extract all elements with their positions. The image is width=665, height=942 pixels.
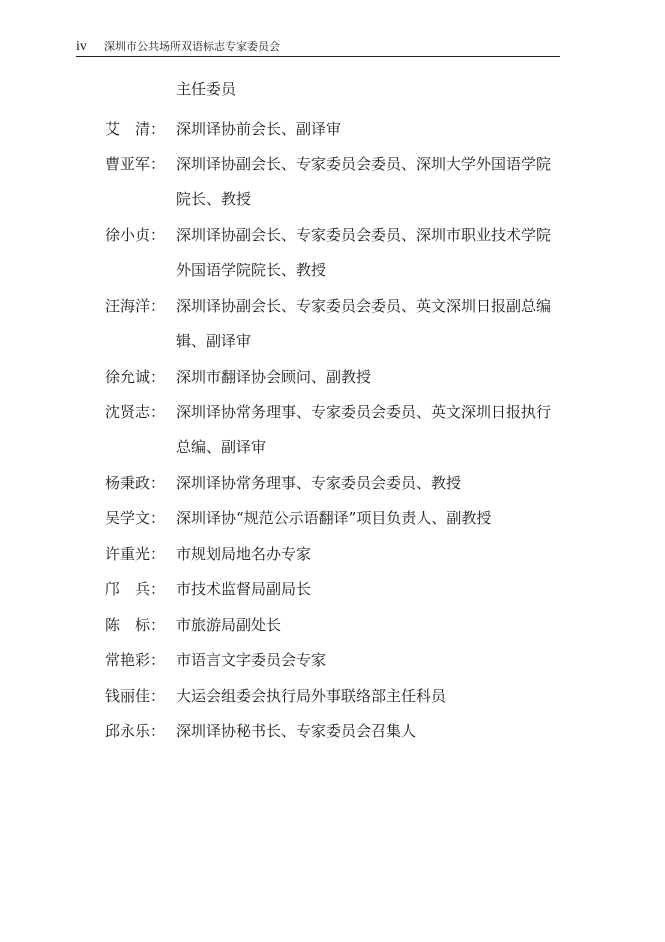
member-description: 深圳译协秘书长、专家委员会召集人: [176, 721, 417, 740]
member-description: 深圳译协副会长、专家委员会委员、深圳市职业技术学院外国语学院院长、教授: [176, 225, 552, 279]
member-description: 深圳译协前会长、副译审: [176, 119, 342, 138]
running-title: 深圳市公共场所双语标志专家委员会: [104, 40, 280, 53]
member-description: 市旅游局副处长: [176, 615, 282, 634]
member-description: 市技术监督局副局长: [176, 579, 312, 598]
member-description: 深圳市翻译协会顾问、副教授: [176, 367, 372, 386]
member-name: 艾 清：: [105, 120, 166, 138]
member-name: 常艳彩：: [105, 651, 166, 669]
member-description: 深圳译协常务理事、专家委员会委员、教授: [176, 473, 462, 492]
member-description: 深圳译协副会长、专家委员会委员、深圳大学外国语学院院长、教授: [176, 154, 552, 208]
member-name: 钱丽佳：: [105, 687, 166, 705]
member-name: 徐允诚：: [105, 368, 166, 386]
member-description: 市语言文字委员会专家: [176, 650, 327, 669]
member-description: 深圳译协副会长、专家委员会委员、英文深圳日报副总编辑、副译审: [176, 296, 552, 350]
member-name: 陈 标：: [105, 616, 166, 634]
member-description: 深圳译协常务理事、专家委员会委员、英文深圳日报执行总编、副译审: [176, 402, 552, 456]
continued-role-line: 主任委员: [176, 80, 237, 98]
member-name: 邱永乐：: [105, 722, 166, 740]
member-name: 曹亚军：: [105, 155, 166, 173]
member-name: 汪海洋：: [105, 297, 166, 315]
page-header: [76, 38, 560, 57]
member-name: 邝 兵：: [105, 580, 166, 598]
member-description: 市规划局地名办专家: [176, 544, 312, 563]
member-name: 徐小贞：: [105, 226, 166, 244]
member-name: 沈贤志：: [105, 403, 166, 421]
page-number: iv: [76, 39, 87, 54]
member-name: 杨秉政：: [105, 474, 166, 492]
member-name: 吴学文：: [105, 509, 166, 527]
member-description: 大运会组委会执行局外事联络部主任科员: [176, 686, 447, 705]
member-description: 深圳译协“规范公示语翻译”项目负责人、副教授: [176, 508, 492, 527]
member-name: 许重光：: [105, 545, 166, 563]
